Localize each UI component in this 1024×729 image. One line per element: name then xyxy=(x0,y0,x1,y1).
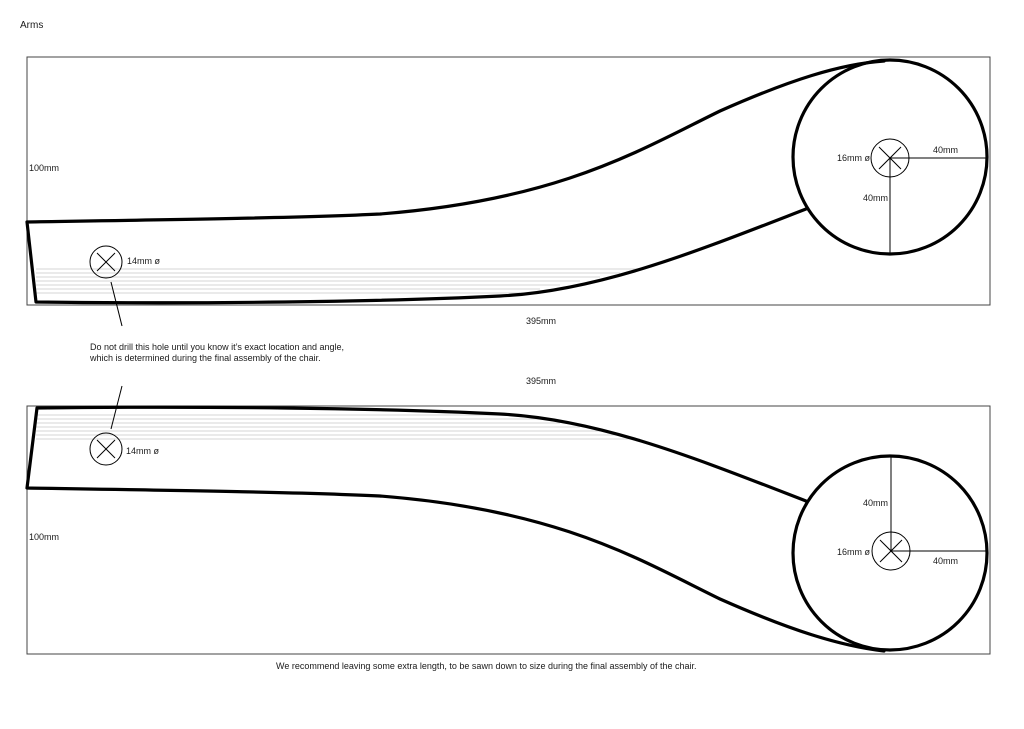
bottom-radius-horizontal-label: 40mm xyxy=(933,556,959,566)
top-length-label: 395mm xyxy=(526,316,557,326)
drill-note-line-1: Do not drill this hole until you know it’s exact location and angle, xyxy=(90,342,344,352)
bottom-radius-vertical-label: 40mm xyxy=(863,498,889,508)
top-arm-drawing xyxy=(27,57,990,326)
top-radius-horizontal-label: 40mm xyxy=(933,145,959,155)
top-height-label: 100mm xyxy=(29,163,60,173)
bottom-large-hole-label: 16mm ø xyxy=(837,547,871,557)
top-small-hole-label: 14mm ø xyxy=(127,256,161,266)
bottom-arm-drawing xyxy=(27,376,990,654)
bottom-length-label: 395mm xyxy=(526,376,557,386)
top-large-hole-label: 16mm ø xyxy=(837,153,871,163)
page-title: Arms xyxy=(20,20,44,31)
bottom-height-label: 100mm xyxy=(29,532,60,542)
top-radius-vertical-label: 40mm xyxy=(863,193,889,203)
bottom-arm-round-end xyxy=(793,456,987,650)
bottom-frame xyxy=(27,406,990,654)
bottom-arm-outline xyxy=(27,407,884,651)
bottom-small-hole-label: 14mm ø xyxy=(126,446,160,456)
drill-note-line-2: which is determined during the final assembly of the chair. xyxy=(90,353,321,363)
top-arm-outline xyxy=(27,61,884,303)
top-frame xyxy=(27,57,990,305)
bottom-small-hole xyxy=(90,433,122,465)
footer-note: We recommend leaving some extra length, to be sawn down to size during the final assembly of the chair. xyxy=(276,661,697,671)
